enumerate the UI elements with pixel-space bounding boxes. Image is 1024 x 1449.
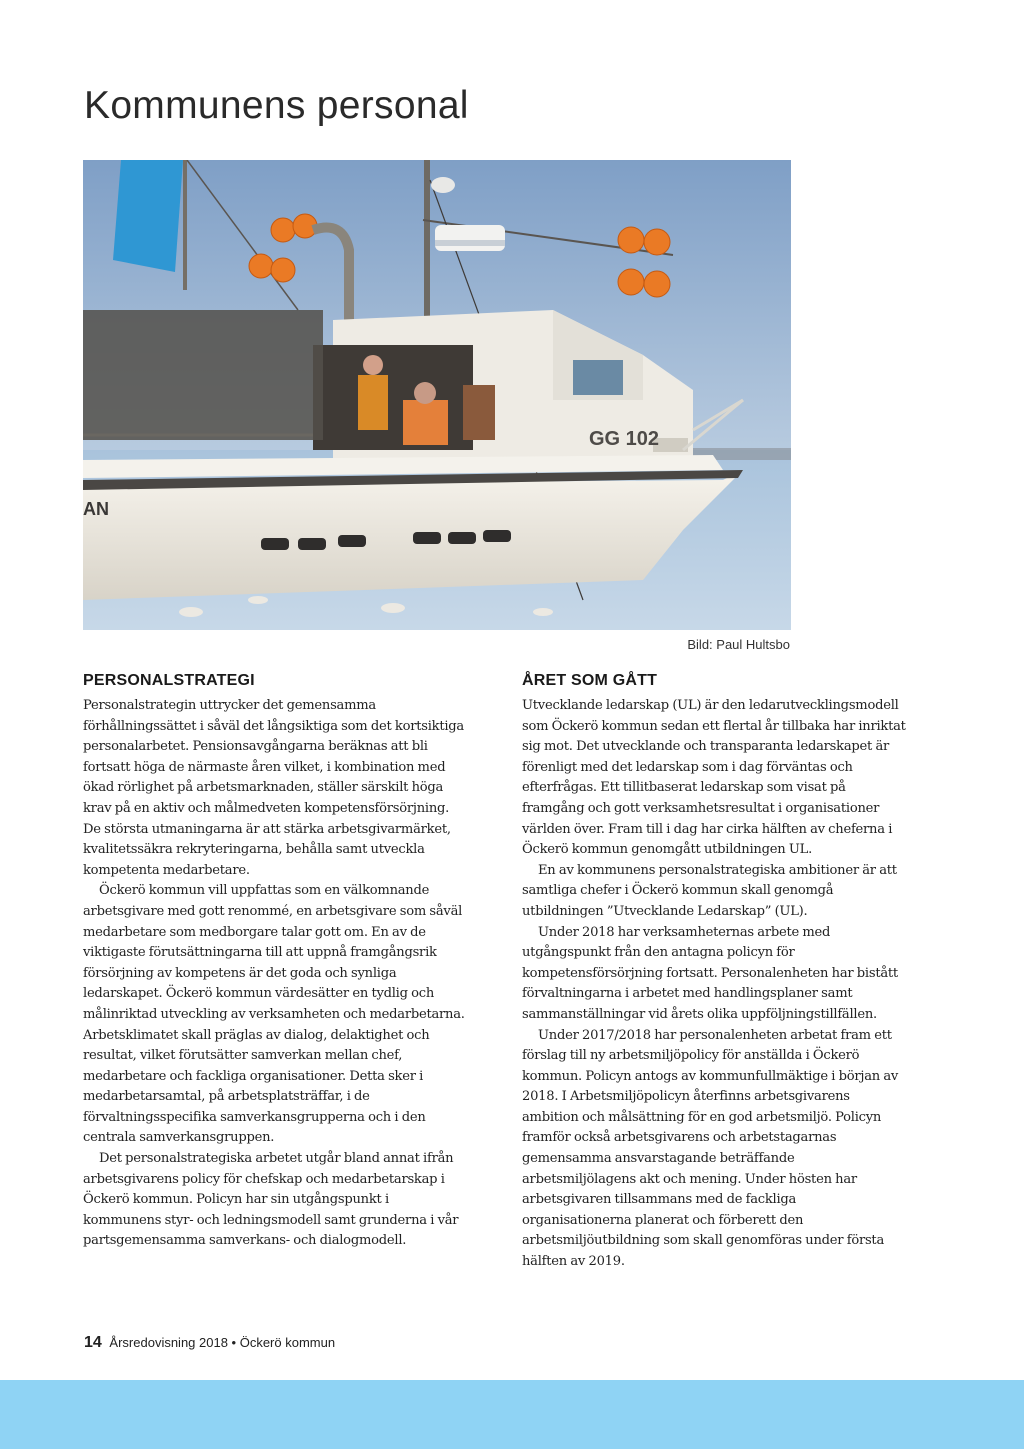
section-aret-som-gatt — [522, 672, 908, 1273]
section-heading: PERSONALSTRATEGI — [83, 672, 255, 689]
body-paragraph: Personalstrategin uttrycker det gemensamma förhållningssättet i såväl det långsiktiga som det kortsiktiga personalarbetet. Pensionsavgångarna beräknas att bli fortsatt höga de närmaste åren vilket, i kombination med ökad rörlighet på arbetsmarknaden, ställer särskilt höga krav på en aktiv och målmedveten kompetensförsörjning. De största utmaningarna är att stärka arbetsgivarmärket, kvalitetssäkra rekryteringarna, behålla samt utveckla kompetenta medarbetare. — [83, 698, 464, 878]
fishing-boat-photo — [83, 160, 791, 630]
page-title: Kommunens personal — [84, 84, 469, 127]
section-heading: ÅRET SOM GÅTT — [522, 672, 658, 689]
page-footer — [84, 1334, 335, 1352]
body-paragraph: Öckerö kommun vill uppfattas som en välkomnande arbetsgivare med gott renommé, en arbetsgivare som såväl medarbetare som medborgare talar gott om. En av de viktigaste förutsättningarna till att uppnå framgångsrik försörjning av kompetens är det goda och synliga ledarskapet. Öckerö kommun värdesätter en tydlig och målinriktad utveckling av verksamheten och medarbetarna. Arbetsklimatet skall präglas av dialog, delaktighet och resultat, vilket förutsätter samverkan mellan chef, medarbetare och fackliga organisationer. Detta sker i medarbetarsamtal, på arbetsplatsträffar, i de förvaltningsspecifika samverkansgrupperna och i den centrala samverkansgruppen. — [83, 883, 465, 1146]
body-paragraph: Under 2018 har verksamheternas arbete med utgångspunkt från den antagna policyn för kompetensförsörjning fortsatt. Personalenheten har bistått förvaltningarna i arbetet med handlingsplaner samt sammanställningar vid årets olika uppföljningstillfällen. — [522, 924, 898, 1022]
body-paragraph: En av kommunens personalstrategiska ambitioner är att samtliga chefer i Öckerö kommun skall genomgå utbildningen ”Utvecklande Ledarskap” (UL). — [522, 862, 897, 919]
body-paragraph: Under 2017/2018 har personalenheten arbetat fram ett förslag till ny arbetsmiljöpolicy för anställda i Öckerö kommun. Policyn antogs av kommunfullmäktige i början av 2018. I Arbetsmiljöpolicyn återfinns arbetsgivarens ambition och målsättning för en god arbetsmiljö. Policyn framför också arbetsgivarens och arbetstagarnas gemensamma ansvarstagande beträffande arbetsmiljölagens akt och mening. Under hösten har arbetsgivaren tillsammans med de fackliga organisationerna planerat och förberett den arbetsmiljöutbildning som skall genomföras under första hälften av 2019. — [522, 1027, 899, 1270]
body-paragraph: Det personalstrategiska arbetet utgår bland annat ifrån arbetsgivarens policy för chefskap och medarbetarskap i Öckerö kommun. Policyn har sin utgångspunkt i kommunens styr- och ledningsmodell samt grunderna i vår partsgemensamma samverkans- och dialogmodell. — [83, 1151, 459, 1249]
body-paragraph: Utvecklande ledarskap (UL) är den ledarutvecklingsmodell som Öckerö kommun sedan ett flertal år tillbaka har inriktat sig mot. Det utvecklande och transparanta ledarskapet är förenligt med det ledarskap som i dag förväntas och efterfrågas. Ett tillitbaserat ledarskap som visat på framgång och gott verksamhetsresultat i organisationer världen över. Fram till i dag har cirka hälften av cheferna i Öckerö kommun genomgått utbildningen UL. — [522, 698, 906, 858]
section-personalstrategi — [83, 672, 469, 1252]
footer-text: Årsredovisning 2018 • Öckerö kommun — [109, 1335, 336, 1350]
boat-registration-text: GG 102 — [589, 428, 660, 450]
page-number: 14 — [84, 1334, 102, 1351]
hull-lettering-text: AN — [83, 499, 109, 519]
footer-color-band — [0, 1380, 1024, 1449]
photo-credit: Bild: Paul Hultsbo — [687, 637, 790, 652]
fishing-boat-illustration — [83, 160, 791, 630]
